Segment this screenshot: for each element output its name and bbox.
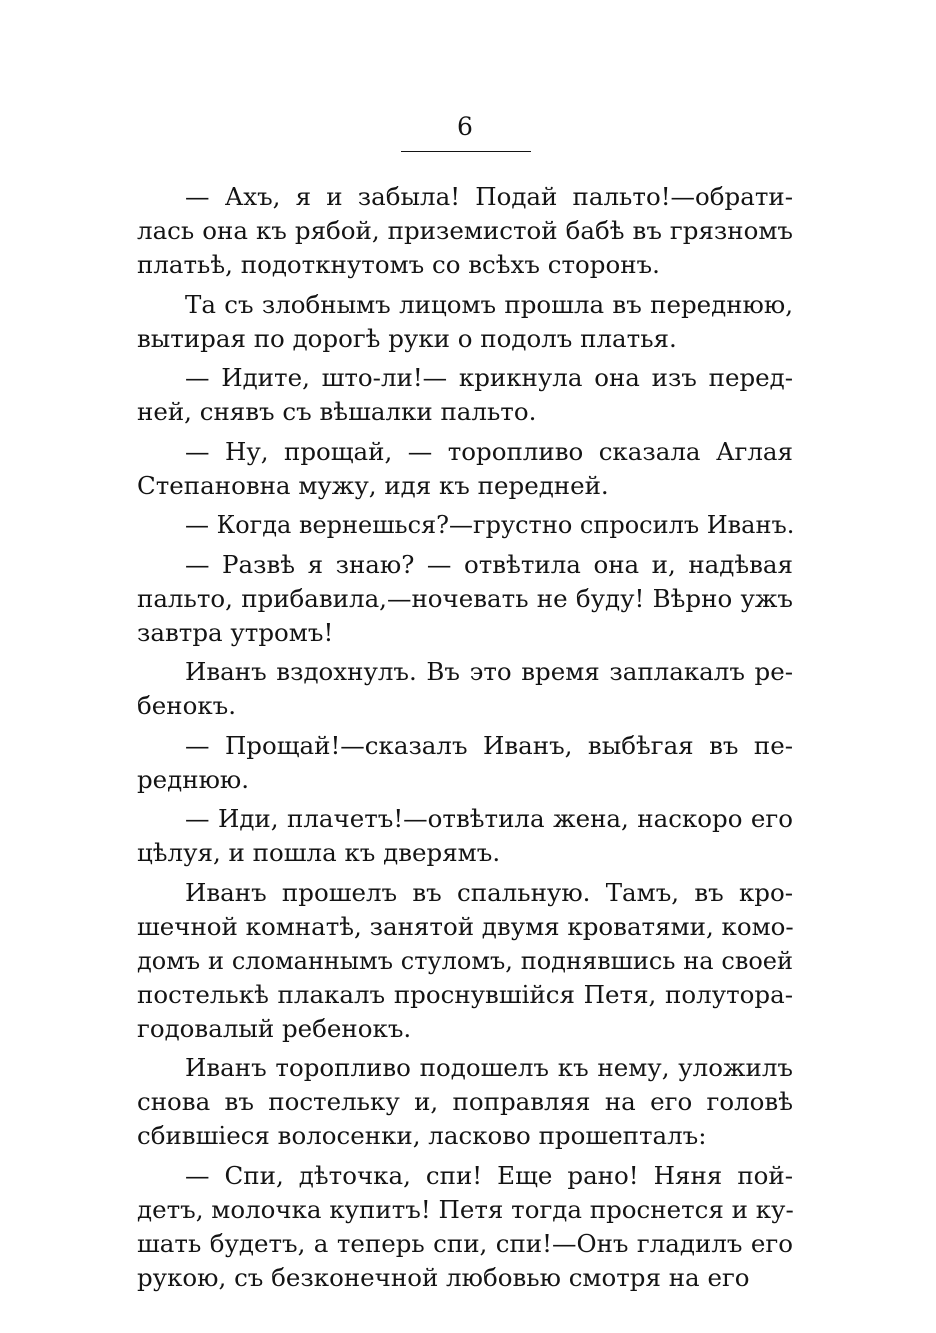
text-line: — Идите, што-ли!— крикнула она изъ перед-	[185, 363, 793, 392]
text-line: Степановна мужу, идя къ передней.	[137, 470, 609, 500]
text-line: лась она къ рябой, приземистой бабѣ въ грязномъ	[137, 216, 793, 245]
text-line: Иванъ вздохнулъ. Въ это время заплакалъ ре-	[185, 657, 793, 686]
text-line: снова въ постельку и, поправляя на его головѣ	[137, 1087, 793, 1116]
paragraph	[137, 548, 793, 650]
text-line: Та съ злобнымъ лицомъ прошла въ переднюю,	[185, 289, 793, 319]
text-line: детъ, молочка купитъ! Петя тогда проснется и ку-	[137, 1194, 794, 1224]
text-line: цѣлуя, и пошла къ дверямъ.	[137, 838, 501, 867]
header-rule	[401, 151, 531, 152]
paragraph	[137, 876, 793, 1046]
text-line: — Иди, плачетъ!—отвѣтила жена, наскоро его	[185, 804, 793, 833]
paragraph	[137, 180, 793, 282]
paragraph	[137, 361, 793, 429]
text-line: реднюю.	[137, 764, 250, 794]
text-line: завтра утромъ!	[137, 617, 334, 647]
text-line: вытирая по дорогѣ руки о подолъ платья.	[137, 323, 677, 353]
text-line: — Ахъ, я и забыла! Подай пальто!—обрати-	[185, 182, 793, 211]
text-line: сбившіеся волосенки, ласково прошепталъ:	[137, 1121, 707, 1150]
text-line: Иванъ торопливо подошелъ къ нему, уложилъ	[185, 1053, 793, 1082]
text-line: ней, снявъ съ вѣшалки пальто.	[137, 397, 537, 426]
paragraph	[137, 802, 793, 870]
text-line: бенокъ.	[137, 691, 237, 720]
body-text	[137, 180, 793, 1295]
paragraph	[137, 1159, 793, 1295]
text-line: рукою, съ безконечной любовью смотря на его	[137, 1262, 750, 1292]
paragraph	[137, 435, 793, 503]
text-line: — Развѣ я знаю? — отвѣтила она и, надѣвая	[185, 549, 793, 579]
text-line: шечной комнатѣ, занятой двумя кроватями, комо-	[137, 911, 794, 941]
paragraph	[137, 1051, 793, 1153]
text-line: Иванъ прошелъ въ спальную. Тамъ, въ кро-	[185, 877, 793, 907]
text-line: шать будетъ, а теперь спи, спи!—Онъ гладилъ его	[137, 1228, 793, 1258]
text-line: постелькѣ плакалъ проснувшійся Петя, полутора-	[137, 979, 793, 1009]
text-line: годовалый ребенокъ.	[137, 1013, 412, 1043]
text-line: пальто, прибавила,—ночевать не буду! Вѣрно ужъ	[137, 583, 793, 613]
text-line: — Ну, прощай, — торопливо сказала Аглая	[185, 436, 793, 466]
paragraph	[137, 729, 793, 797]
paragraph	[137, 288, 793, 356]
text-line: — Когда вернешься?—грустно спросилъ Иванъ.	[185, 511, 795, 539]
text-line: — Спи, дѣточка, спи! Еще рано! Няня пой-	[185, 1160, 793, 1190]
page-number: 6	[457, 112, 473, 141]
text-line: домъ и сломаннымъ стуломъ, поднявшись на своей	[137, 946, 793, 975]
paragraph	[137, 508, 793, 542]
text-line: — Прощай!—сказалъ Иванъ, выбѣгая въ пе-	[185, 730, 793, 760]
paragraph	[137, 655, 793, 723]
text-line: платьѣ, подоткнутомъ со всѣхъ сторонъ.	[137, 250, 660, 279]
